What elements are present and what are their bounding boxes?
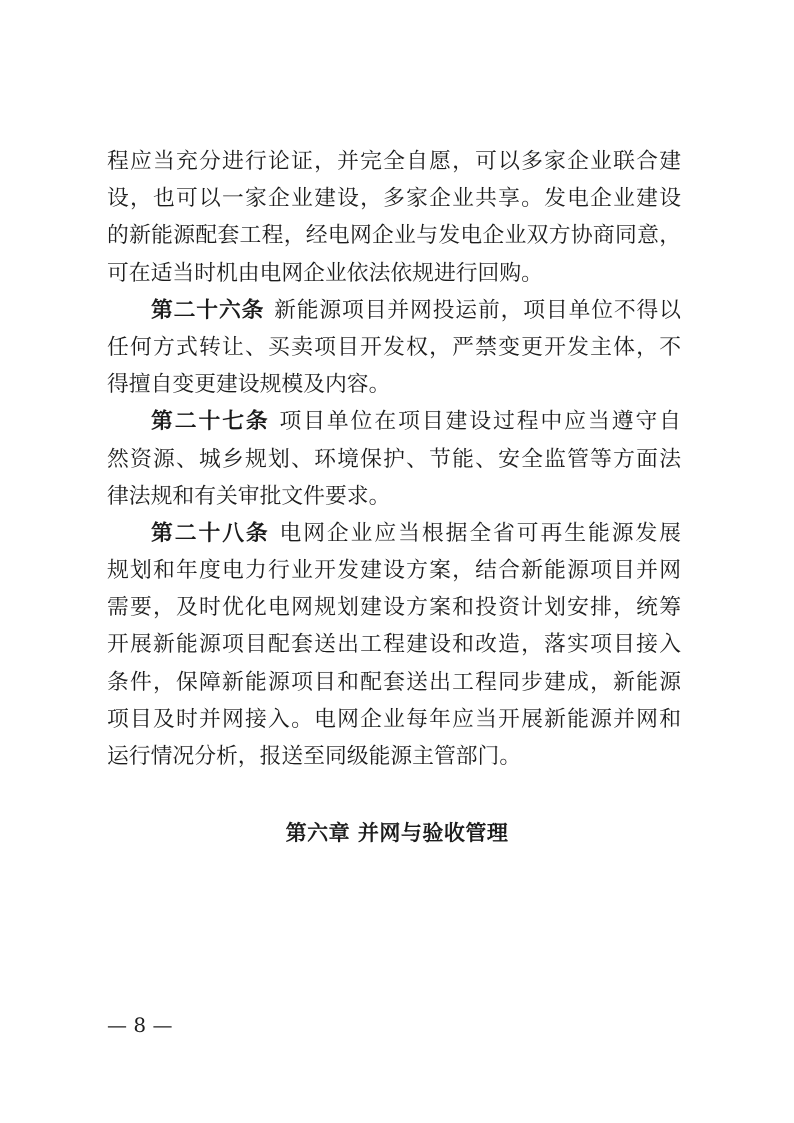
article-number: 第二十八条 [151, 520, 270, 546]
body-line: 然资源、城乡规划、环境保护、节能、安全监管等方面法 [107, 446, 681, 472]
body-line: 任何方式转让、买卖项目开发权，严禁变更开发主体，不 [107, 334, 681, 360]
paragraph-article-27 [107, 403, 681, 515]
body-line: 开展新能源项目配套送出工程建设和改造，落实项目接入 [107, 632, 681, 658]
body-line: 设，也可以一家企业建设，多家企业共享。发电企业建设 [107, 186, 681, 212]
body-line: 条件，保障新能源项目和配套送出工程同步建成，新能源 [107, 669, 681, 695]
body-line: 程应当充分进行论证，并完全自愿，可以多家企业联合建 [107, 149, 681, 174]
paragraph-article-28 [107, 515, 681, 775]
body-line: 需要，及时优化电网规划建设方案和投资计划安排，统筹 [107, 595, 681, 621]
body-text [107, 143, 681, 775]
body-line-text: 项目单位在项目建设过程中应当遵守自 [279, 409, 681, 435]
body-line [107, 515, 681, 552]
body-line: 运行情况分析，报送至同级能源主管部门。 [107, 744, 522, 769]
body-line: 律法规和有关审批文件要求。 [107, 483, 391, 509]
body-line-text: 电网企业应当根据全省可再生能源发展 [279, 520, 681, 546]
body-line: 得擅自变更建设规模及内容。 [107, 372, 391, 398]
body-line [107, 403, 681, 440]
chapter-heading: 第六章 并网与验收管理 [285, 821, 509, 845]
article-number: 第二十七条 [151, 409, 270, 435]
page-number: — 8 — [107, 1013, 173, 1037]
body-line: 规划和年度电力行业开发建设方案，结合新能源项目并网 [107, 558, 681, 584]
body-line: 可在适当时机由电网企业依法依规进行回购。 [107, 260, 543, 286]
body-line-text: 新能源项目并网投运前，项目单位不得以 [274, 297, 681, 323]
body-line: 项目及时并网接入。电网企业每年应当开展新能源并网和 [107, 706, 681, 732]
body-line: 的新能源配套工程，经电网企业与发电企业双方协商同意， [107, 223, 681, 249]
paragraph-article-26 [107, 292, 681, 404]
body-line [107, 292, 681, 329]
paragraph [107, 143, 681, 292]
article-number: 第二十六条 [151, 297, 265, 323]
